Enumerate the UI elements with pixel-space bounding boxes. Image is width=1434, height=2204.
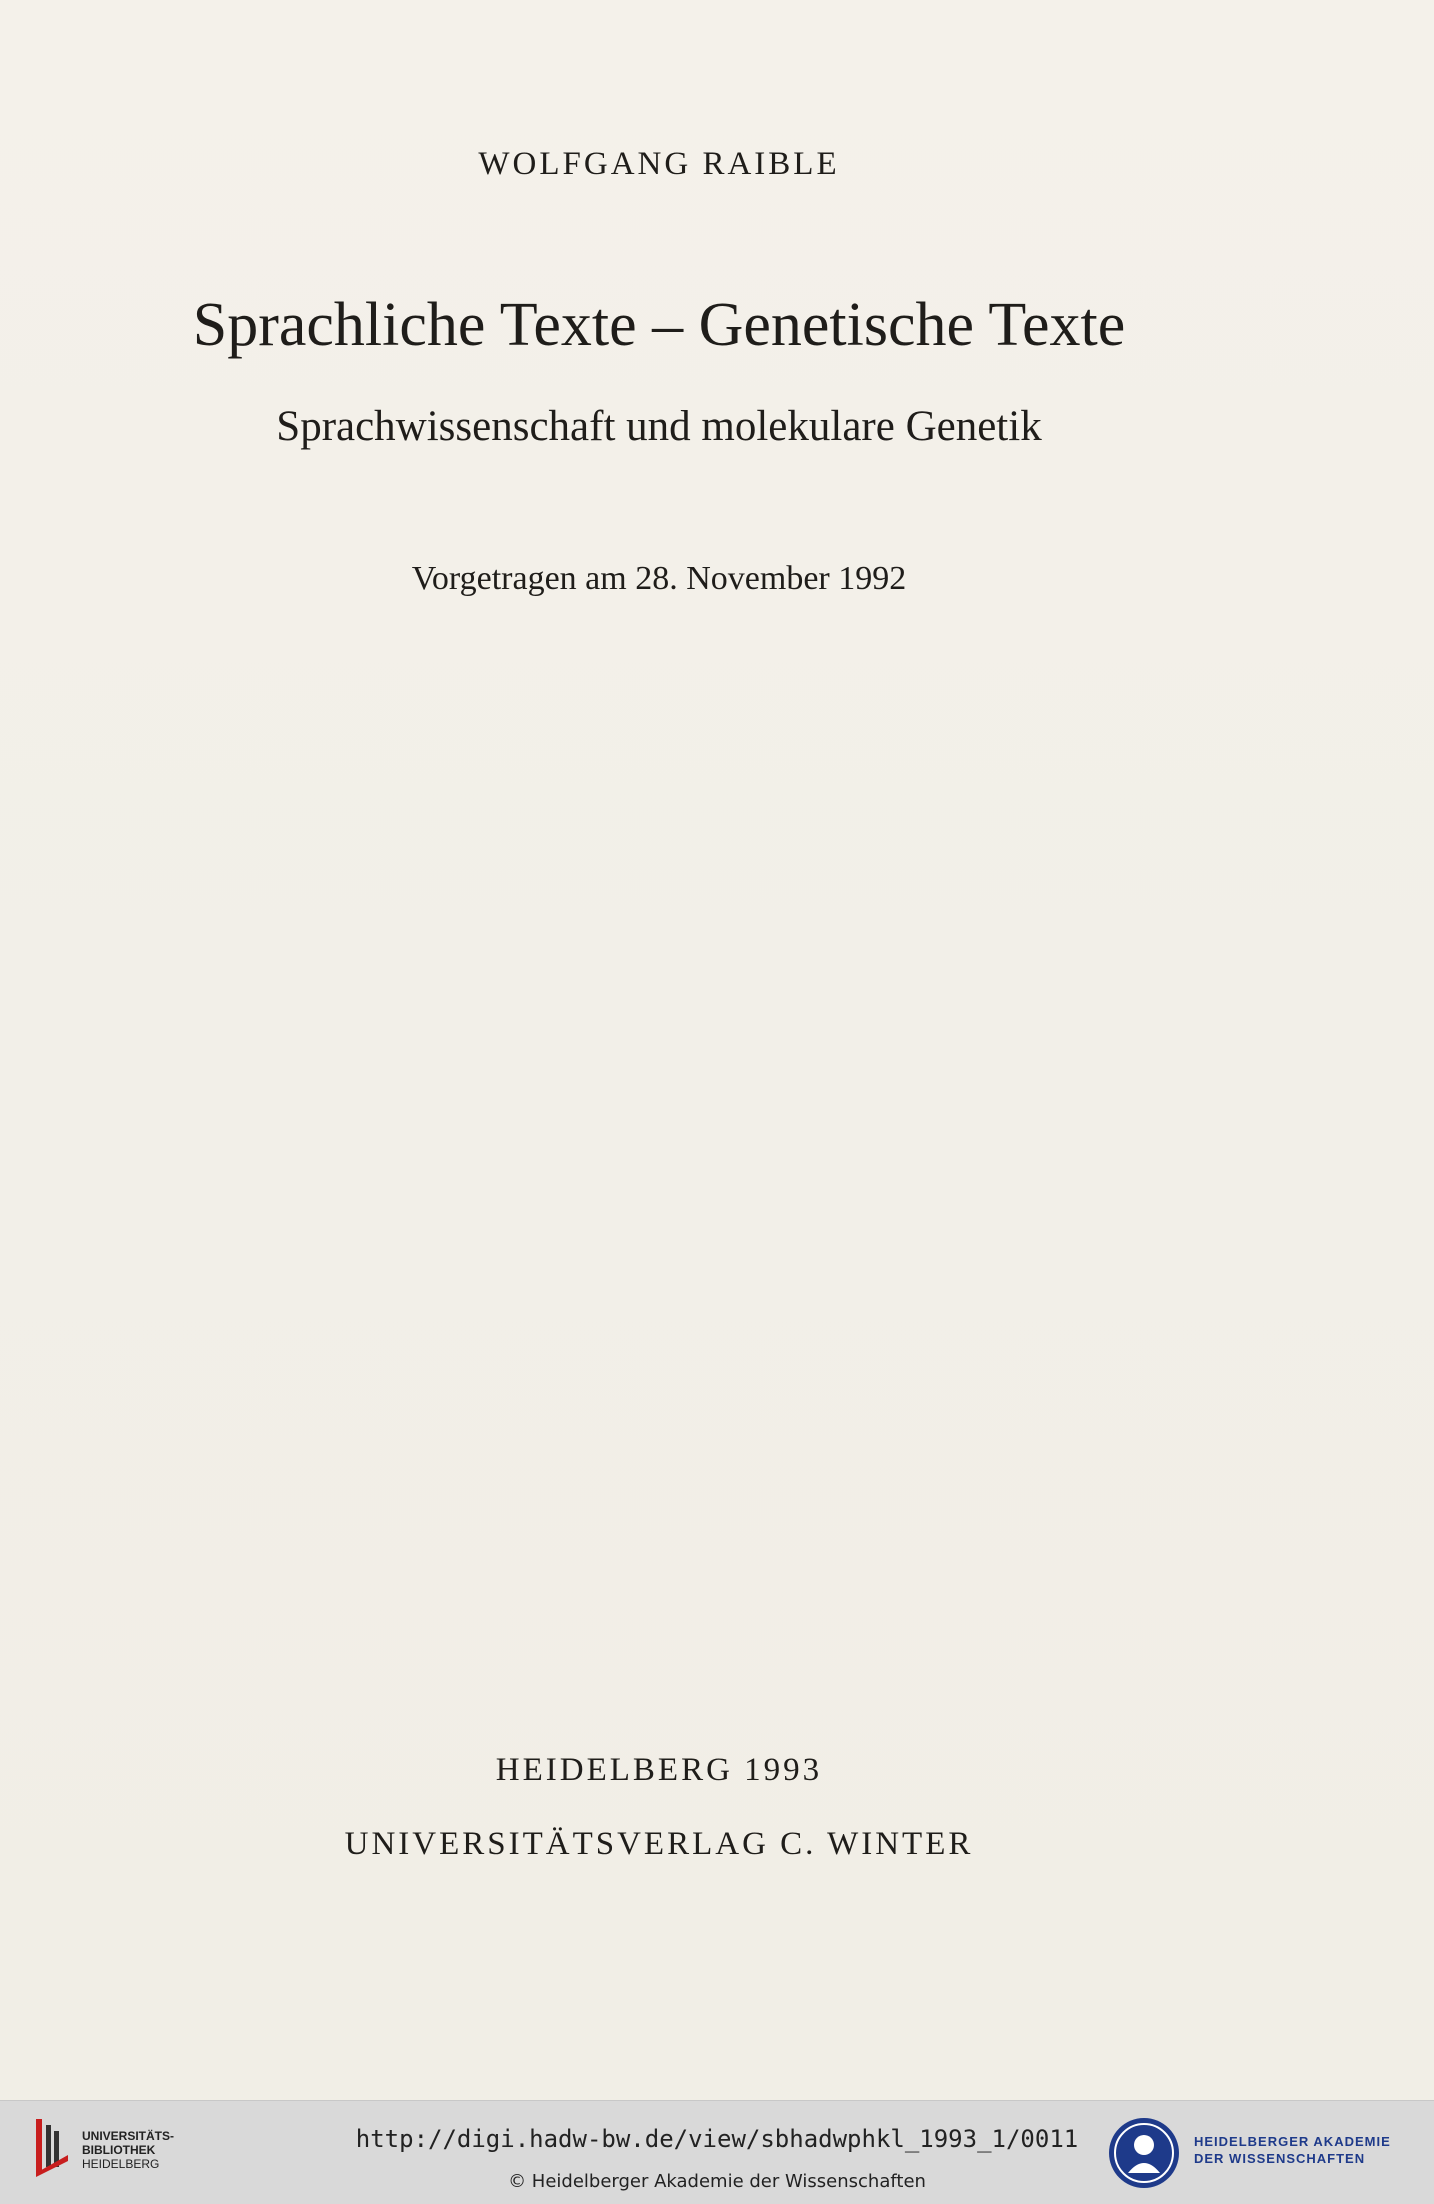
book-subtitle: Sprachwissenschaft und molekulare Genetik <box>276 403 1042 450</box>
library-logo-line: BIBLIOTHEK <box>82 2143 156 2157</box>
author-name: WOLFGANG RAIBLE <box>478 146 840 182</box>
academy-logo-line: HEIDELBERGER AKADEMIE <box>1194 2134 1391 2149</box>
publisher-name: UNIVERSITÄTSVERLAG C. WINTER <box>344 1826 974 1862</box>
place-year: HEIDELBERG 1993 <box>495 1752 823 1788</box>
library-logo-line: HEIDELBERG <box>82 2157 160 2171</box>
academy-logo-line: DER WISSENSCHAFTEN <box>1194 2151 1366 2166</box>
book-title: Sprachliche Texte – Genetische Texte <box>192 291 1126 359</box>
footer-bar <box>0 2100 1434 2204</box>
academy-logo-text <box>1194 2133 1391 2167</box>
academy-seal-icon <box>1106 2115 1182 2191</box>
library-logo-line: UNIVERSITÄTS- <box>82 2129 175 2143</box>
copyright-notice: © Heidelberger Akademie der Wissenschaften <box>508 2171 926 2192</box>
permalink-url[interactable]: http://digi.hadw-bw.de/view/sbhadwphkl_1993_1/0011 <box>355 2125 1079 2153</box>
lecture-note: Vorgetragen am 28. November 1992 <box>411 560 907 597</box>
